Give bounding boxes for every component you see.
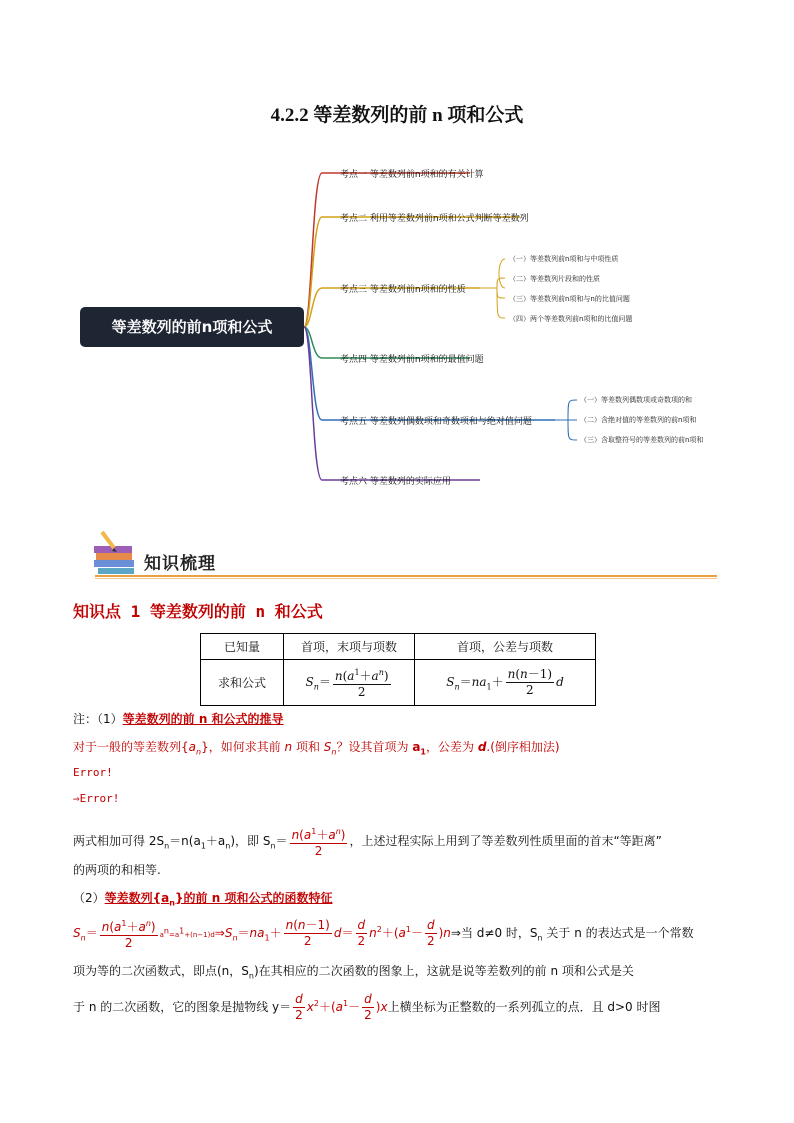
- mindmap-subnode-5-1: （一）等差数列偶数项或奇数项的和: [580, 396, 692, 404]
- table-header-cell: 首项，公差与项数: [415, 634, 596, 660]
- mindmap-subnode-3-4: （四）两个等差数列前n项和的比值问题: [509, 315, 633, 323]
- function-feature-line-1: $S_n=$ $\frac{n(a^1+a^n)}{2}$ $a^n=a^1+(n-1)d\Rightarrow S_n=na_1+$ $\frac{n(n-1)}{2}$ d＝ $\frac{d}{2}$ $n^2+(a^1-$ $\frac{d}{2}$ )n⇒当 d≠0 时，$S_n$ 关于 n 的表达式是一个常数: [73, 918, 694, 950]
- knowledge-point-heading: 知识点 1 等差数列的前 n 和公式: [73, 602, 323, 621]
- table-row-label: 求和公式: [201, 660, 284, 706]
- mindmap-node-1: 考点一 等差数列前n项和的有关计算: [340, 170, 484, 180]
- mindmap-node-5: 考点五 等差数列偶数项和奇数项和与绝对值问题: [340, 417, 532, 427]
- function-feature-line-3: 于 n 的二次函数，它的图象是抛物线 y＝ $\frac{d}{2}$ $x^2+(a^1-$ $\frac{d}{2}$ )x上横坐标为正整数的一系列孤立的点．且 d>0 时图: [73, 992, 661, 1022]
- mindmap-node-4: 考点四 等差数列前n项和的最值问题: [340, 355, 484, 365]
- mindmap-subnode-5-2: （二）含绝对值的等差数列的前n项和: [580, 416, 697, 424]
- note-2: （2）等差数列$\{a_n\}$的前 n 项和公式的函数特征: [73, 891, 333, 908]
- section-banner: 知识梳理: [144, 554, 216, 574]
- error-line-1: Error!: [73, 766, 113, 779]
- table-header-cell: 已知量: [201, 634, 284, 660]
- note-1-title: 等差数列的前 n 和公式的推导: [122, 712, 284, 726]
- mindmap-node-6: 考点六 等差数列的实际应用: [340, 477, 451, 487]
- mindmap-subnode-3-3: （三）等差数列前n项和与n的比值问题: [509, 295, 630, 303]
- derivation-result: 两式相加可得 $2S_n=n(a_1+a_n)$，即 $S_n=$ $\frac{n(a^1+a^n)}{2}$ ，上述过程实际上用到了等差数列性质里面的首末“等距离”: [73, 824, 662, 859]
- error-line-2: ⇒Error!: [73, 792, 120, 805]
- mindmap-subnode-3-1: （一）等差数列前n项和与中项性质: [509, 255, 619, 263]
- mindmap-node-3: 考点三 等差数列前n项和的性质: [340, 285, 466, 295]
- mindmap-root: 等差数列的前n项和公式: [80, 307, 304, 347]
- page-title: 4.2.2 等差数列的前 n 项和公式: [270, 105, 524, 126]
- function-feature-line-2: 项为等的二次函数式，即点(n，$S_n$)在其相应的二次函数的图象上，这就是说等差数列的前 n 项和公式是关: [73, 964, 634, 981]
- derivation-conclusion: 的两项的和相等.: [73, 863, 161, 877]
- note-1-label: 注：（1）: [73, 712, 123, 726]
- books-pencil-icon: [92, 530, 142, 578]
- note-1: [73, 710, 284, 727]
- mindmap-subnode-3-2: （二）等差数列片段和的性质: [509, 275, 600, 283]
- formula-first-diff: $S_n=na_1+$ $\frac{n(n-1)}{2}$ d: [415, 660, 596, 706]
- formula-first-last: $S_n=$ $\frac{n(a^1+a^n)}{2}$: [284, 660, 415, 706]
- derivation-intro: 对于一般的等差数列$\{a_n\}$，如何求其前 n 项和 $S_n$？设其首项为 $a_1$，公差为 d.(倒序相加法): [73, 740, 560, 757]
- mindmap-subnode-5-3: （三）含取整符号的等差数列的前n项和: [580, 436, 704, 444]
- mindmap-node-2: 考点二 利用等差数列前n项和公式判断等差数列: [340, 214, 529, 224]
- table-header-cell: 首项，末项与项数: [284, 634, 415, 660]
- banner-divider-light: [95, 578, 717, 579]
- formula-table: [200, 633, 596, 706]
- banner-divider: [95, 575, 717, 577]
